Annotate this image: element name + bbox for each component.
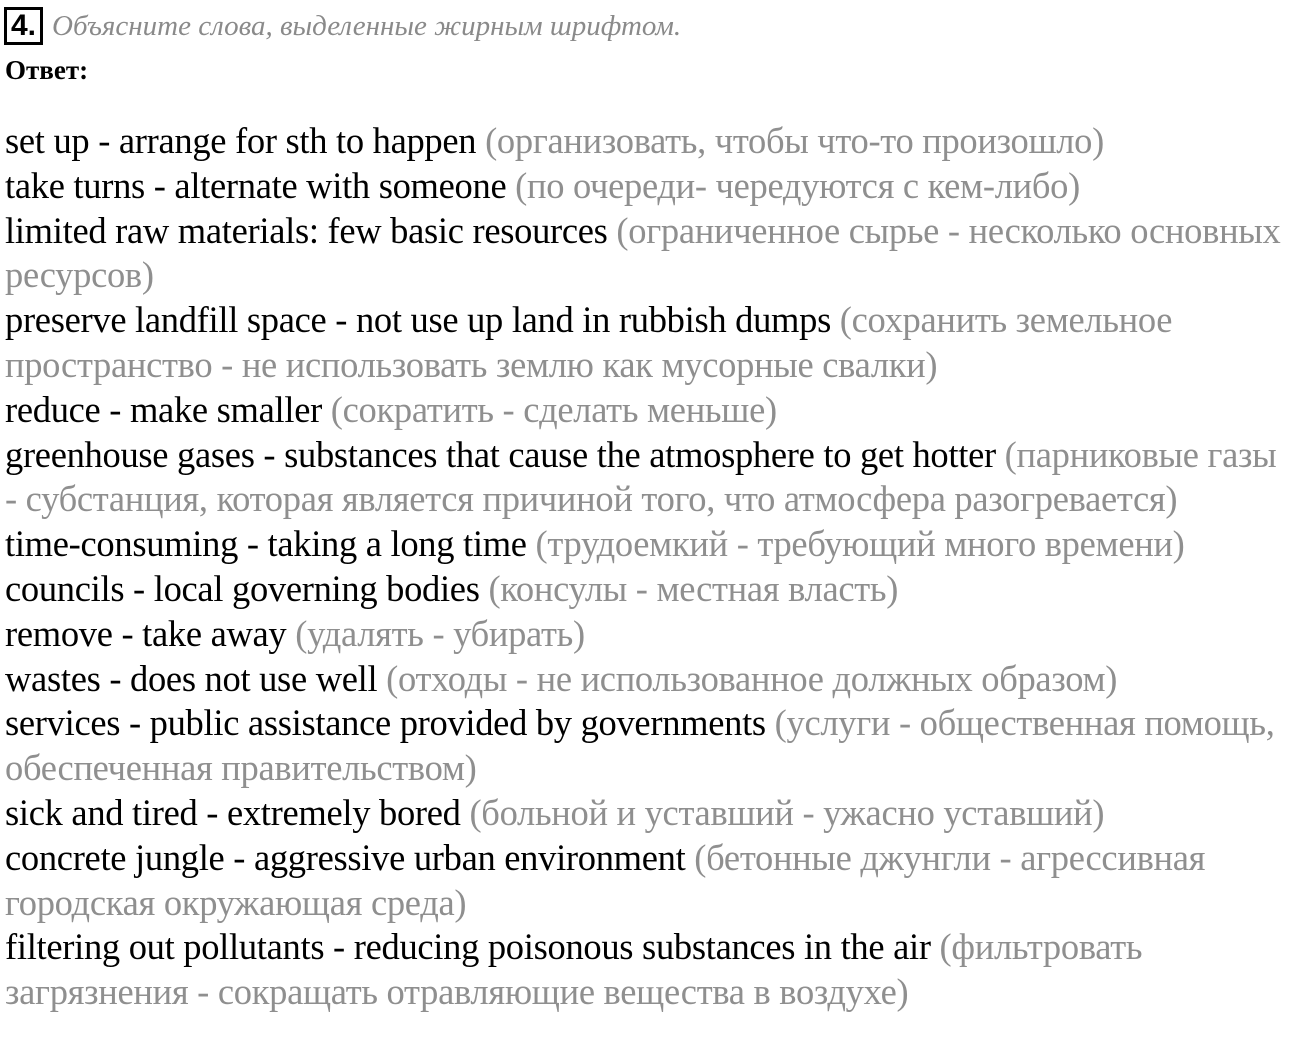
entry-english: greenhouse gases - substances that cause the atmosphere to get hotter [5, 433, 996, 475]
entry-english: councils - local governing bodies [5, 567, 480, 609]
entry-translation: (консулы - местная власть) [488, 567, 899, 609]
entry [5, 522, 1287, 567]
entry-english: wastes - does not use well [5, 657, 378, 699]
entry-english: concrete jungle - aggressive urban environment [5, 836, 686, 878]
entry-translation: (фильтровать загрязнения - сокращать отравляющие вещества в воздухе) [5, 926, 1143, 1013]
entry [5, 612, 1287, 657]
entry [5, 925, 1287, 1015]
entry-english: services - public assistance provided by governments [5, 702, 766, 744]
entry-translation: (отходы - не использованное должных образом) [386, 657, 1118, 699]
entry [5, 119, 1287, 164]
entry-translation: (трудоемкий - требующий много времени) [535, 523, 1185, 565]
entry [5, 567, 1287, 612]
task-number-box: 4. [4, 7, 43, 45]
entry [5, 836, 1287, 926]
entry [5, 433, 1287, 523]
answer-label: Ответ: [5, 55, 89, 85]
entry [5, 388, 1287, 433]
entry-translation: (удалять - убирать) [295, 612, 585, 654]
entry-translation: (услуги - общественная помощь, обеспеченная правительством) [5, 702, 1275, 789]
entry-english: set up - arrange for sth to happen [5, 120, 477, 161]
entry-translation: (сократить - сделать меньше) [330, 388, 777, 430]
entry-translation: (по очереди- чередуются с кем-либо) [515, 164, 1080, 206]
entry-english: remove - take away [5, 612, 287, 654]
entry-english: sick and tired - extremely bored [5, 791, 461, 833]
entry-translation: (парниковые газы - субстанция, которая является причиной того, что атмосфера разогревается) [5, 433, 1277, 520]
entry [5, 164, 1287, 209]
entry [5, 657, 1287, 702]
task-header [4, 6, 681, 46]
answer-body [5, 119, 1287, 1015]
entry-translation: (бетонные джунгли - агрессивная городская окружающая среда) [5, 836, 1206, 923]
entry-english: limited raw materials: few basic resources [5, 209, 608, 251]
entry [5, 791, 1287, 836]
entry-translation: (организовать, чтобы что-то произошло) [485, 120, 1104, 161]
entry [5, 298, 1287, 388]
entry-translation: (сохранить земельное пространство - не использовать землю как мусорные свалки) [5, 299, 1173, 385]
entry [5, 701, 1287, 791]
entry-english: take turns - alternate with someone [5, 164, 507, 206]
entry-english: time-consuming - taking a long time [5, 523, 527, 565]
entry-english: reduce - make smaller [5, 388, 322, 430]
entry-translation: (больной и уставший - ужасно уставший) [469, 791, 1105, 833]
entry-translation: (ограниченное сырье - несколько основных ресурсов) [5, 209, 1281, 296]
entry-english: filtering out pollutants - reducing poisonous substances in the air [5, 926, 931, 968]
entry [5, 209, 1287, 299]
entry-english: preserve landfill space - not use up land in rubbish dumps [5, 299, 831, 341]
task-instruction: Объясните слова, выделенные жирным шрифтом. [52, 9, 682, 42]
